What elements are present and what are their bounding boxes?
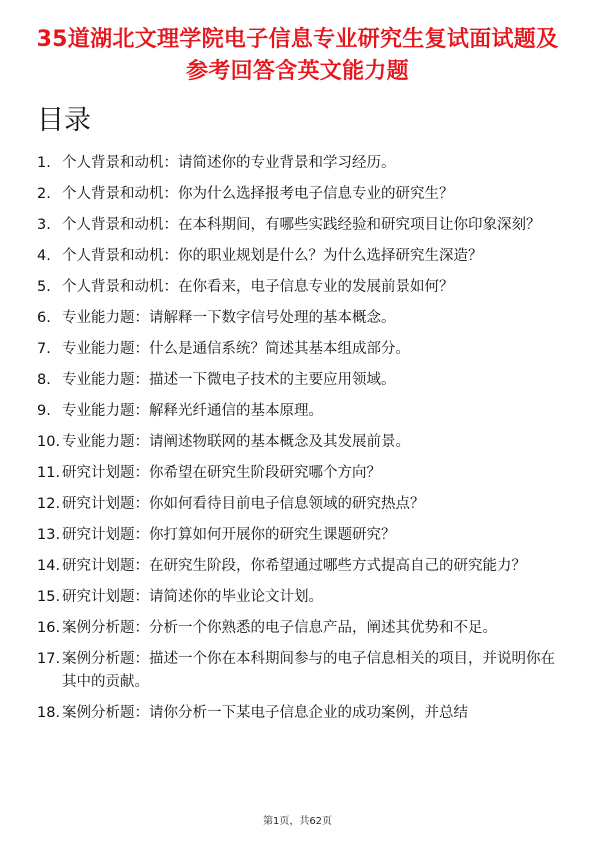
toc-item-text: 案例分析题：描述一个你在本科期间参与的电子信息相关的项目，并说明你在其中的贡献。: [62, 651, 555, 690]
toc-item-text: 个人背景和动机：请简述你的专业背景和学习经历。: [62, 155, 396, 171]
toc-item-text: 专业能力题：请阐述物联网的基本概念及其发展前景。: [62, 434, 410, 450]
toc-list: [37, 152, 567, 733]
toc-item-number: 15.: [37, 589, 61, 605]
toc-item-number: 2.: [37, 186, 51, 202]
toc-item-number: 3.: [37, 217, 51, 233]
toc-item-text: 专业能力题：请解释一下数字信号处理的基本概念。: [62, 310, 396, 326]
toc-item-number: 11.: [37, 465, 61, 481]
toc-item[interactable]: [37, 462, 567, 485]
toc-item-number: 8.: [37, 372, 51, 388]
toc-item-text: 研究计划题：你打算如何开展你的研究生课题研究？: [62, 527, 396, 543]
toc-heading: 目录: [37, 105, 91, 136]
toc-item[interactable]: [37, 338, 567, 361]
toc-item-text: 专业能力题：描述一下微电子技术的主要应用领域。: [62, 372, 396, 388]
toc-item[interactable]: [37, 555, 567, 578]
toc-item-number: 13.: [37, 527, 61, 543]
toc-item-number: 18.: [37, 705, 61, 721]
toc-item-number: 5.: [37, 279, 51, 295]
toc-item[interactable]: [37, 702, 567, 725]
toc-item-text: 案例分析题：请你分析一下某电子信息企业的成功案例，并总结: [62, 705, 468, 721]
toc-item-number: 16.: [37, 620, 61, 636]
toc-item[interactable]: [37, 307, 567, 330]
toc-item-number: 6.: [37, 310, 51, 326]
toc-item[interactable]: [37, 524, 567, 547]
toc-item-text: 研究计划题：你希望在研究生阶段研究哪个方向？: [62, 465, 381, 481]
toc-item[interactable]: [37, 245, 567, 268]
toc-item-text: 研究计划题：在研究生阶段，你希望通过哪些方式提高自己的研究能力？: [62, 558, 526, 574]
toc-item-text: 案例分析题：分析一个你熟悉的电子信息产品，阐述其优势和不足。: [62, 620, 497, 636]
toc-item[interactable]: [37, 276, 567, 299]
toc-item[interactable]: [37, 648, 567, 694]
toc-item[interactable]: [37, 214, 567, 237]
toc-item-text: 个人背景和动机：在你看来，电子信息专业的发展前景如何？: [62, 279, 454, 295]
toc-item[interactable]: [37, 400, 567, 423]
toc-item-number: 12.: [37, 496, 61, 512]
toc-item-text: 专业能力题：什么是通信系统？简述其基本组成部分。: [62, 341, 410, 357]
toc-item[interactable]: [37, 183, 567, 206]
toc-item-number: 14.: [37, 558, 61, 574]
toc-item[interactable]: [37, 493, 567, 516]
document-title: 35道湖北文理学院电子信息专业研究生复试面试题及参考回答含英文能力题: [36, 27, 559, 84]
toc-item-number: 10.: [37, 434, 61, 450]
toc-item[interactable]: [37, 586, 567, 609]
toc-item-text: 专业能力题：解释光纤通信的基本原理。: [62, 403, 323, 419]
toc-item[interactable]: [37, 369, 567, 392]
toc-item-text: 个人背景和动机：在本科期间，有哪些实践经验和研究项目让你印象深刻？: [62, 217, 541, 233]
toc-item-number: 17.: [37, 651, 61, 667]
toc-item-text: 研究计划题：请简述你的毕业论文计划。: [62, 589, 323, 605]
toc-item-number: 7.: [37, 341, 51, 357]
toc-item-text: 个人背景和动机：你的职业规划是什么？为什么选择研究生深造？: [62, 248, 483, 264]
page-footer: 第1页，共62页: [262, 816, 333, 827]
toc-item[interactable]: [37, 617, 567, 640]
toc-item-text: 研究计划题：你如何看待目前电子信息领域的研究热点？: [62, 496, 425, 512]
toc-item-text: 个人背景和动机：你为什么选择报考电子信息专业的研究生？: [62, 186, 454, 202]
toc-item-number: 4.: [37, 248, 51, 264]
toc-item-number: 9.: [37, 403, 51, 419]
toc-item[interactable]: [37, 431, 567, 454]
toc-item[interactable]: [37, 152, 567, 175]
toc-item-number: 1.: [37, 155, 51, 171]
